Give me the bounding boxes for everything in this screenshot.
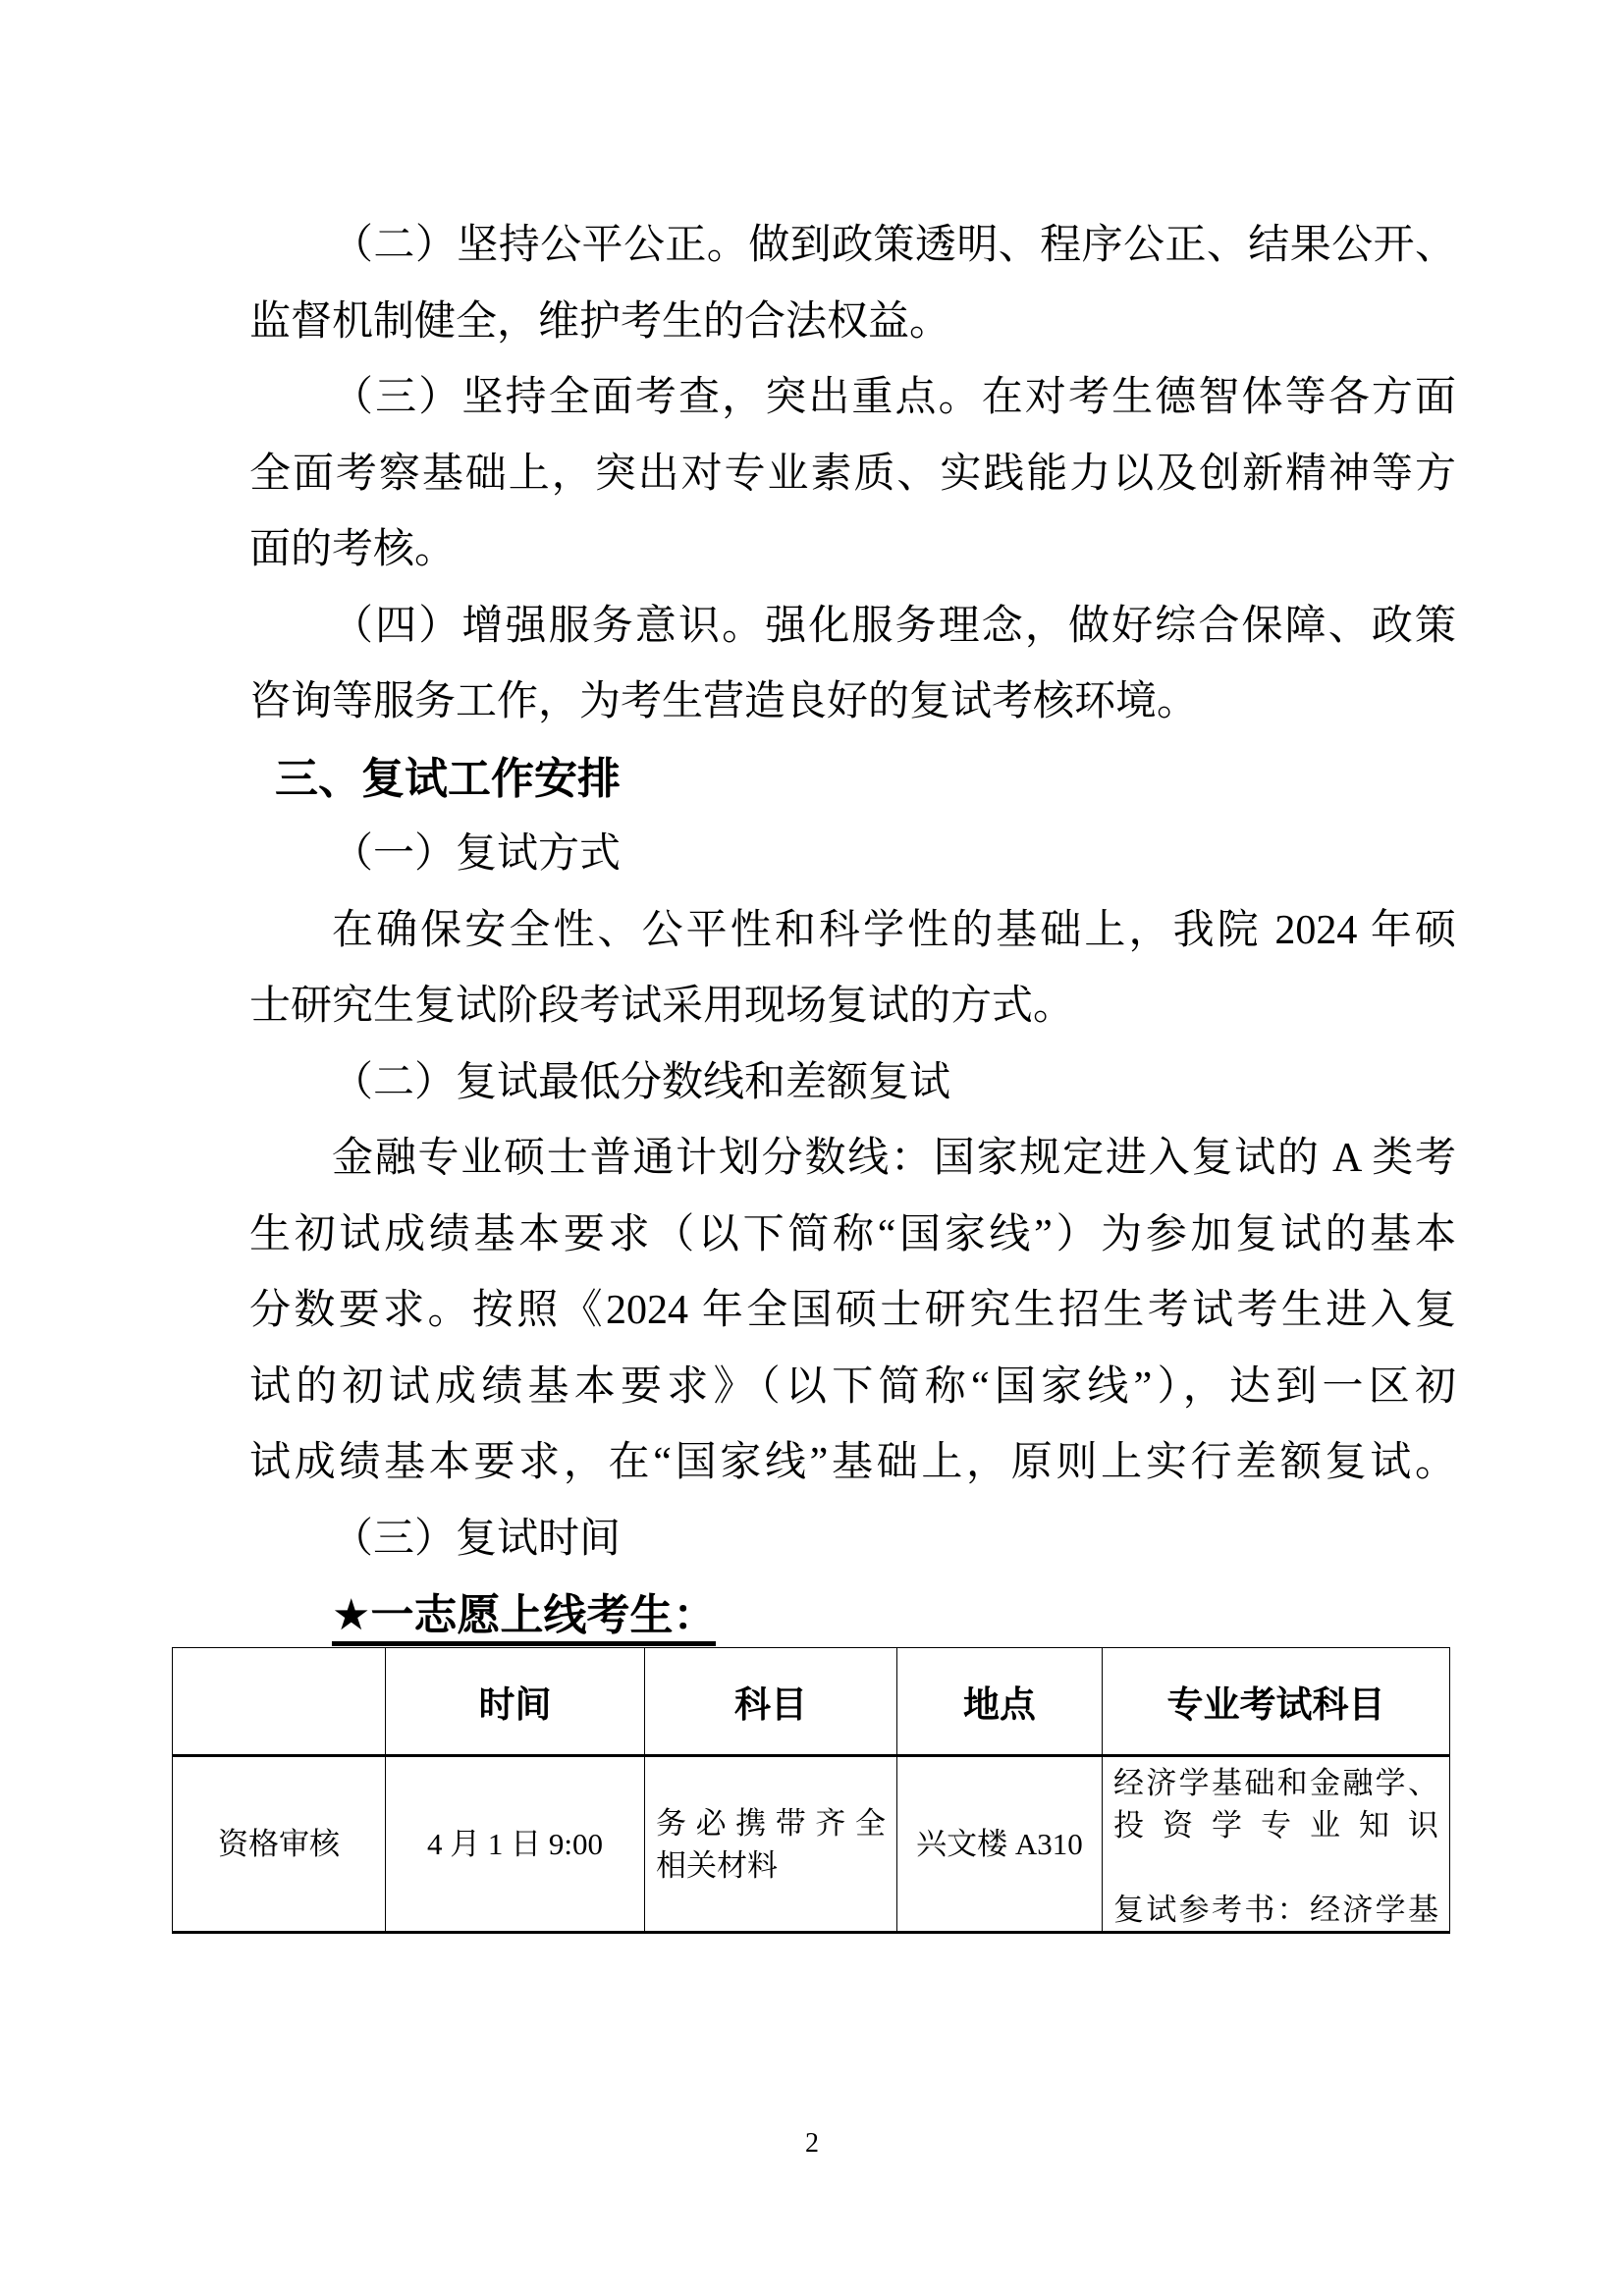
document-line: （二）坚持公平公正。做到政策透明、程序公正、结果公开、 [332, 223, 1456, 268]
text-block [249, 208, 1456, 1654]
table-cell-line: 经济学基础和金融学、 [1113, 1766, 1438, 1800]
table-cell [645, 1756, 897, 1933]
table-body [173, 1756, 1450, 1933]
table-cell [897, 1756, 1103, 1933]
document-line: 全面考察基础上，突出对专业素质、实践能力以及创新精神等方 [249, 451, 1456, 497]
table-cell-line: 资格审核 [218, 1827, 340, 1861]
schedule-table [172, 1647, 1450, 1934]
page-number: 2 [805, 2128, 819, 2159]
table-header-cell: 专业考试科目 [1103, 1648, 1450, 1756]
document-line: 在确保安全性、公平性和科学性的基础上，我院 2024 年硕 [332, 907, 1456, 953]
table-cell [173, 1756, 386, 1933]
table-cell-line: 复试参考书：经济学基 [1113, 1893, 1438, 1927]
document-line: （四）增强服务意识。强化服务理念，做好综合保障、政策 [332, 603, 1456, 649]
document-line: 金融专业硕士普通计划分数线：国家规定进入复试的 A 类考 [332, 1136, 1456, 1181]
document-line: 试的初试成绩基本要求》（以下简称“国家线”），达到一区初 [249, 1363, 1456, 1410]
table-cell-line [1113, 1846, 1438, 1889]
section-heading: 三、复试工作安排 [275, 754, 621, 803]
document-line: （三）复试时间 [332, 1516, 622, 1562]
document-line: 士研究生复试阶段考试采用现场复试的方式。 [249, 984, 1075, 1029]
document-line: 监督机制健全，维护考生的合法权益。 [249, 298, 951, 345]
document-line: 面的考核。 [249, 527, 457, 572]
table-header-cell: 地点 [897, 1648, 1103, 1756]
table-header-row [173, 1648, 1450, 1756]
table-cell-line: 务必携带齐全 [656, 1805, 886, 1841]
document-line: （一）复试方式 [332, 831, 622, 877]
star-subheading [249, 1577, 1456, 1654]
table-cell-line: 投资学专业知识 [1113, 1808, 1438, 1842]
table-header-cell [173, 1648, 386, 1756]
table-row [173, 1756, 1450, 1933]
table-header-cell: 科目 [645, 1648, 897, 1756]
document-line: 分数要求。按照《2024 年全国硕士研究生招生考试考生进入复 [249, 1288, 1456, 1333]
underlined-text: ★一志愿上线考生： [332, 1591, 716, 1646]
document-line: 生初试成绩基本要求（以下简称“国家线”）为参加复试的基本 [249, 1211, 1456, 1257]
table-cell [386, 1756, 645, 1933]
document-line: 咨询等服务工作，为考生营造良好的复试考核环境。 [249, 679, 1199, 724]
table-cell-line: 兴文楼 A310 [916, 1827, 1083, 1861]
document-line: （二）复试最低分数线和差额复试 [332, 1059, 951, 1105]
table-cell [1103, 1756, 1450, 1933]
table-cell-line: 相关材料 [656, 1847, 778, 1883]
table-cell-line: 4 月 1 日 9:00 [426, 1827, 604, 1861]
document-line: 试成绩基本要求，在“国家线”基础上，原则上实行差额复试。 [249, 1440, 1456, 1485]
table-head [173, 1648, 1450, 1756]
document-line: （三）坚持全面考查，突出重点。在对考生德智体等各方面 [332, 375, 1456, 420]
table-header-cell: 时间 [386, 1648, 645, 1756]
